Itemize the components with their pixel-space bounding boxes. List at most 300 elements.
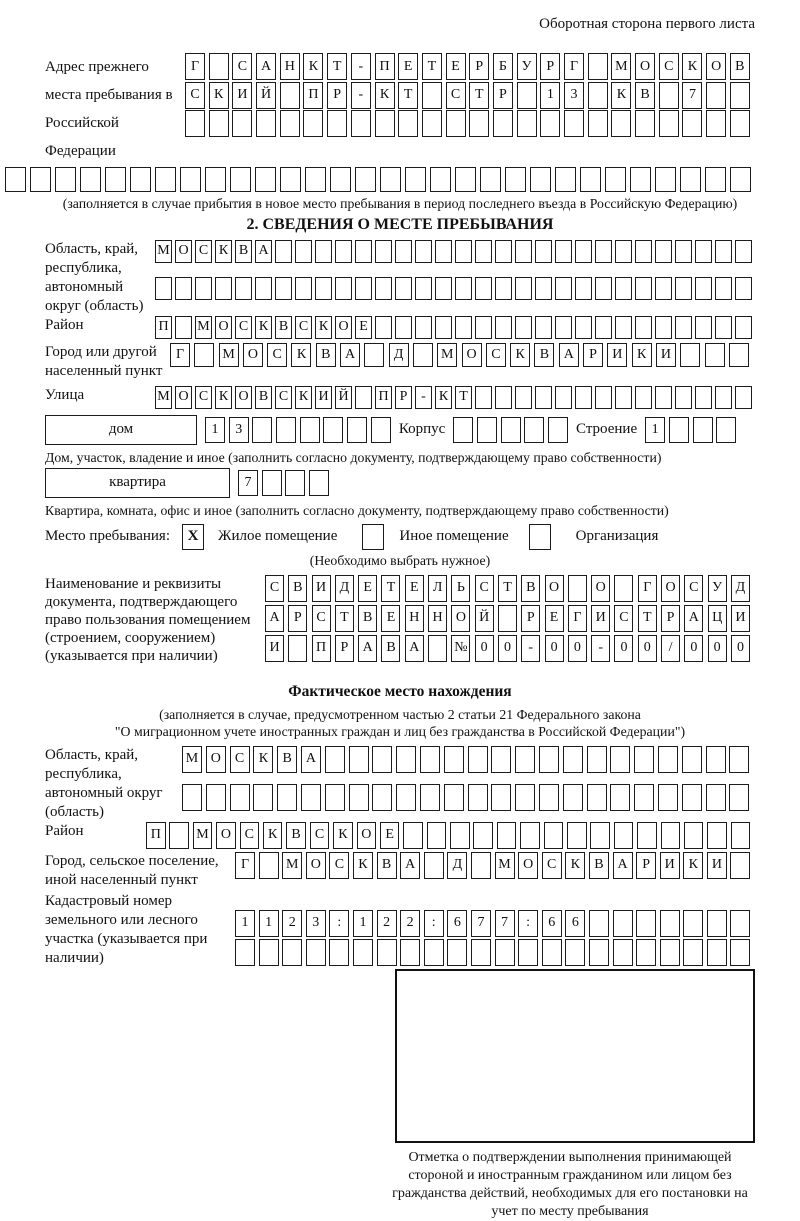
char-cell[interactable]: [396, 746, 416, 773]
char-cell[interactable]: [430, 167, 451, 192]
char-cell[interactable]: К: [333, 822, 353, 849]
char-cell[interactable]: [349, 746, 369, 773]
char-cell[interactable]: [715, 240, 732, 263]
char-cell[interactable]: С: [295, 316, 312, 339]
char-cell[interactable]: Р: [493, 82, 513, 109]
checkbox-zhiloe-pomeshchenie[interactable]: X: [182, 524, 204, 550]
char-cell[interactable]: [735, 240, 752, 263]
char-cell[interactable]: [325, 784, 345, 811]
char-cell[interactable]: А: [256, 53, 276, 80]
char-cell[interactable]: Г: [564, 53, 584, 80]
char-cell[interactable]: К: [683, 852, 703, 879]
char-cell[interactable]: [395, 316, 412, 339]
char-cell[interactable]: [230, 784, 250, 811]
char-cell[interactable]: [735, 277, 752, 300]
char-cell[interactable]: [695, 316, 712, 339]
char-cell[interactable]: М: [219, 343, 239, 367]
char-cell[interactable]: С: [275, 386, 292, 409]
char-cell[interactable]: О: [661, 575, 680, 602]
char-cell[interactable]: А: [301, 746, 321, 773]
char-cell[interactable]: О: [706, 53, 726, 80]
char-cell[interactable]: [415, 277, 432, 300]
char-cell[interactable]: [595, 386, 612, 409]
char-cell[interactable]: [209, 53, 229, 80]
char-cell[interactable]: О: [545, 575, 564, 602]
char-cell[interactable]: А: [559, 343, 579, 367]
char-cell[interactable]: У: [517, 53, 537, 80]
char-cell[interactable]: [680, 167, 701, 192]
char-cell[interactable]: О: [518, 852, 538, 879]
char-cell[interactable]: Л: [428, 575, 447, 602]
char-cell[interactable]: [175, 316, 192, 339]
char-cell[interactable]: [398, 110, 418, 137]
char-cell[interactable]: Й: [256, 82, 276, 109]
char-cell[interactable]: [206, 784, 226, 811]
char-cell[interactable]: [568, 575, 587, 602]
char-cell[interactable]: [495, 240, 512, 263]
char-cell[interactable]: [518, 939, 538, 966]
char-cell[interactable]: [658, 746, 678, 773]
char-cell[interactable]: [634, 746, 654, 773]
char-cell[interactable]: [252, 417, 272, 443]
char-cell[interactable]: Д: [389, 343, 409, 367]
char-cell[interactable]: [375, 110, 395, 137]
char-cell[interactable]: 2: [400, 910, 420, 937]
char-cell[interactable]: [262, 470, 282, 496]
char-cell[interactable]: 0: [475, 635, 494, 662]
char-cell[interactable]: [235, 939, 255, 966]
char-cell[interactable]: [683, 939, 703, 966]
char-cell[interactable]: [355, 277, 372, 300]
char-cell[interactable]: [530, 167, 551, 192]
char-cell[interactable]: [630, 167, 651, 192]
char-cell[interactable]: Б: [493, 53, 513, 80]
char-cell[interactable]: [182, 784, 202, 811]
char-cell[interactable]: С: [446, 82, 466, 109]
char-cell[interactable]: [395, 277, 412, 300]
char-cell[interactable]: [403, 822, 423, 849]
char-cell[interactable]: В: [730, 53, 750, 80]
char-cell[interactable]: [295, 240, 312, 263]
char-cell[interactable]: В: [286, 822, 306, 849]
char-cell[interactable]: [705, 343, 725, 367]
char-cell[interactable]: [707, 939, 727, 966]
char-cell[interactable]: [280, 110, 300, 137]
char-cell[interactable]: [605, 167, 626, 192]
char-cell[interactable]: [595, 240, 612, 263]
char-cell[interactable]: [424, 939, 444, 966]
char-cell[interactable]: [377, 939, 397, 966]
char-cell[interactable]: [695, 277, 712, 300]
char-cell[interactable]: [517, 110, 537, 137]
char-cell[interactable]: К: [375, 82, 395, 109]
char-cell[interactable]: [493, 110, 513, 137]
char-cell[interactable]: 6: [447, 910, 467, 937]
char-cell[interactable]: [473, 822, 493, 849]
char-cell[interactable]: К: [682, 53, 702, 80]
char-cell[interactable]: [575, 316, 592, 339]
char-cell[interactable]: О: [243, 343, 263, 367]
char-cell[interactable]: [659, 110, 679, 137]
char-cell[interactable]: [424, 852, 444, 879]
char-cell[interactable]: [413, 343, 433, 367]
char-cell[interactable]: С: [195, 240, 212, 263]
char-cell[interactable]: [682, 746, 702, 773]
char-cell[interactable]: [327, 110, 347, 137]
char-cell[interactable]: [735, 316, 752, 339]
char-cell[interactable]: Е: [355, 316, 372, 339]
char-cell[interactable]: [468, 746, 488, 773]
char-cell[interactable]: [469, 110, 489, 137]
char-cell[interactable]: [405, 167, 426, 192]
char-cell[interactable]: [315, 277, 332, 300]
char-cell[interactable]: [155, 167, 176, 192]
char-cell[interactable]: П: [375, 386, 392, 409]
char-cell[interactable]: И: [232, 82, 252, 109]
char-cell[interactable]: [255, 167, 276, 192]
char-cell[interactable]: [259, 852, 279, 879]
char-cell[interactable]: [637, 822, 657, 849]
char-cell[interactable]: [515, 316, 532, 339]
char-cell[interactable]: [595, 277, 612, 300]
char-cell[interactable]: [446, 110, 466, 137]
char-cell[interactable]: [400, 939, 420, 966]
char-cell[interactable]: [444, 784, 464, 811]
char-cell[interactable]: [372, 784, 392, 811]
char-cell[interactable]: 0: [684, 635, 703, 662]
char-cell[interactable]: [351, 110, 371, 137]
char-cell[interactable]: [731, 822, 751, 849]
char-cell[interactable]: [655, 386, 672, 409]
char-cell[interactable]: М: [195, 316, 212, 339]
char-cell[interactable]: [253, 784, 273, 811]
char-cell[interactable]: [555, 386, 572, 409]
char-cell[interactable]: [309, 470, 329, 496]
char-cell[interactable]: М: [437, 343, 457, 367]
char-cell[interactable]: С: [684, 575, 703, 602]
char-cell[interactable]: [555, 277, 572, 300]
char-cell[interactable]: В: [288, 575, 307, 602]
char-cell[interactable]: С: [310, 822, 330, 849]
char-cell[interactable]: [589, 939, 609, 966]
char-cell[interactable]: [705, 167, 726, 192]
char-cell[interactable]: [693, 417, 713, 443]
char-cell[interactable]: [185, 110, 205, 137]
char-cell[interactable]: Т: [455, 386, 472, 409]
char-cell[interactable]: [595, 316, 612, 339]
char-cell[interactable]: [275, 240, 292, 263]
char-cell[interactable]: [364, 343, 384, 367]
char-cell[interactable]: Т: [327, 53, 347, 80]
char-cell[interactable]: Й: [475, 605, 494, 632]
char-cell[interactable]: А: [684, 605, 703, 632]
char-cell[interactable]: [335, 277, 352, 300]
char-cell[interactable]: [683, 910, 703, 937]
char-cell[interactable]: [575, 386, 592, 409]
char-cell[interactable]: 6: [542, 910, 562, 937]
char-cell[interactable]: [55, 167, 76, 192]
char-cell[interactable]: О: [306, 852, 326, 879]
char-cell[interactable]: [230, 167, 251, 192]
char-cell[interactable]: [329, 939, 349, 966]
char-cell[interactable]: И: [656, 343, 676, 367]
char-cell[interactable]: [491, 746, 511, 773]
char-cell[interactable]: [675, 277, 692, 300]
char-cell[interactable]: [580, 167, 601, 192]
char-cell[interactable]: А: [358, 635, 377, 662]
char-cell[interactable]: 0: [708, 635, 727, 662]
char-cell[interactable]: [347, 417, 367, 443]
char-cell[interactable]: [660, 939, 680, 966]
char-cell[interactable]: [395, 240, 412, 263]
char-cell[interactable]: В: [589, 852, 609, 879]
char-cell[interactable]: И: [660, 852, 680, 879]
char-cell[interactable]: Р: [395, 386, 412, 409]
char-cell[interactable]: И: [607, 343, 627, 367]
char-cell[interactable]: [422, 110, 442, 137]
char-cell[interactable]: И: [591, 605, 610, 632]
char-cell[interactable]: Е: [398, 53, 418, 80]
char-cell[interactable]: Е: [381, 605, 400, 632]
char-cell[interactable]: [355, 386, 372, 409]
char-cell[interactable]: [588, 82, 608, 109]
char-cell[interactable]: [303, 110, 323, 137]
char-cell[interactable]: [730, 852, 750, 879]
kvartira-box[interactable]: [45, 468, 230, 498]
char-cell[interactable]: М: [155, 386, 172, 409]
char-cell[interactable]: [475, 240, 492, 263]
char-cell[interactable]: [615, 277, 632, 300]
char-cell[interactable]: [635, 110, 655, 137]
char-cell[interactable]: [563, 784, 583, 811]
char-cell[interactable]: А: [255, 240, 272, 263]
char-cell[interactable]: [635, 386, 652, 409]
char-cell[interactable]: [256, 110, 276, 137]
char-cell[interactable]: [355, 240, 372, 263]
char-cell[interactable]: [565, 939, 585, 966]
char-cell[interactable]: П: [375, 53, 395, 80]
char-cell[interactable]: А: [400, 852, 420, 879]
char-cell[interactable]: Р: [661, 605, 680, 632]
char-cell[interactable]: [275, 277, 292, 300]
char-cell[interactable]: [587, 746, 607, 773]
char-cell[interactable]: А: [340, 343, 360, 367]
char-cell[interactable]: Н: [428, 605, 447, 632]
char-cell[interactable]: 1: [235, 910, 255, 937]
char-cell[interactable]: №: [451, 635, 470, 662]
char-cell[interactable]: [180, 167, 201, 192]
char-cell[interactable]: [524, 417, 544, 443]
char-cell[interactable]: П: [303, 82, 323, 109]
char-cell[interactable]: В: [534, 343, 554, 367]
char-cell[interactable]: [715, 277, 732, 300]
char-cell[interactable]: [658, 784, 678, 811]
char-cell[interactable]: В: [235, 240, 252, 263]
char-cell[interactable]: Й: [335, 386, 352, 409]
char-cell[interactable]: А: [613, 852, 633, 879]
char-cell[interactable]: [590, 822, 610, 849]
char-cell[interactable]: О: [175, 240, 192, 263]
char-cell[interactable]: [535, 240, 552, 263]
char-cell[interactable]: [301, 784, 321, 811]
char-cell[interactable]: [276, 417, 296, 443]
char-cell[interactable]: С: [486, 343, 506, 367]
char-cell[interactable]: [325, 746, 345, 773]
char-cell[interactable]: [695, 386, 712, 409]
char-cell[interactable]: [372, 746, 392, 773]
char-cell[interactable]: [280, 82, 300, 109]
char-cell[interactable]: :: [424, 910, 444, 937]
char-cell[interactable]: Ь: [451, 575, 470, 602]
char-cell[interactable]: [471, 852, 491, 879]
char-cell[interactable]: [589, 910, 609, 937]
char-cell[interactable]: [455, 240, 472, 263]
char-cell[interactable]: К: [353, 852, 373, 879]
char-cell[interactable]: [447, 939, 467, 966]
char-cell[interactable]: [542, 939, 562, 966]
char-cell[interactable]: С: [659, 53, 679, 80]
char-cell[interactable]: [615, 316, 632, 339]
char-cell[interactable]: 2: [282, 910, 302, 937]
char-cell[interactable]: П: [155, 316, 172, 339]
char-cell[interactable]: :: [329, 910, 349, 937]
char-cell[interactable]: Р: [583, 343, 603, 367]
char-cell[interactable]: 1: [540, 82, 560, 109]
char-cell[interactable]: Е: [358, 575, 377, 602]
char-cell[interactable]: [660, 910, 680, 937]
char-cell[interactable]: А: [405, 635, 424, 662]
char-cell[interactable]: [255, 277, 272, 300]
char-cell[interactable]: Р: [521, 605, 540, 632]
char-cell[interactable]: Г: [170, 343, 190, 367]
char-cell[interactable]: К: [215, 240, 232, 263]
char-cell[interactable]: Д: [447, 852, 467, 879]
char-cell[interactable]: :: [518, 910, 538, 937]
char-cell[interactable]: О: [235, 386, 252, 409]
char-cell[interactable]: В: [521, 575, 540, 602]
char-cell[interactable]: Р: [327, 82, 347, 109]
char-cell[interactable]: А: [265, 605, 284, 632]
char-cell[interactable]: [636, 939, 656, 966]
char-cell[interactable]: К: [303, 53, 323, 80]
char-cell[interactable]: О: [206, 746, 226, 773]
char-cell[interactable]: Т: [398, 82, 418, 109]
char-cell[interactable]: [420, 784, 440, 811]
char-cell[interactable]: К: [291, 343, 311, 367]
char-cell[interactable]: [295, 277, 312, 300]
char-cell[interactable]: [375, 316, 392, 339]
char-cell[interactable]: [517, 82, 537, 109]
char-cell[interactable]: В: [377, 852, 397, 879]
char-cell[interactable]: [130, 167, 151, 192]
char-cell[interactable]: С: [312, 605, 331, 632]
char-cell[interactable]: [575, 240, 592, 263]
char-cell[interactable]: [535, 386, 552, 409]
char-cell[interactable]: [30, 167, 51, 192]
char-cell[interactable]: [396, 784, 416, 811]
char-cell[interactable]: Р: [636, 852, 656, 879]
char-cell[interactable]: [349, 784, 369, 811]
char-cell[interactable]: [613, 910, 633, 937]
char-cell[interactable]: [380, 167, 401, 192]
char-cell[interactable]: К: [611, 82, 631, 109]
char-cell[interactable]: [491, 784, 511, 811]
char-cell[interactable]: [515, 746, 535, 773]
char-cell[interactable]: [684, 822, 704, 849]
char-cell[interactable]: [455, 167, 476, 192]
char-cell[interactable]: 2: [377, 910, 397, 937]
char-cell[interactable]: [515, 784, 535, 811]
char-cell[interactable]: [235, 277, 252, 300]
char-cell[interactable]: [232, 110, 252, 137]
char-cell[interactable]: С: [232, 53, 252, 80]
char-cell[interactable]: 0: [638, 635, 657, 662]
char-cell[interactable]: [588, 53, 608, 80]
char-cell[interactable]: [475, 316, 492, 339]
char-cell[interactable]: [555, 240, 572, 263]
char-cell[interactable]: [306, 939, 326, 966]
char-cell[interactable]: Е: [545, 605, 564, 632]
char-cell[interactable]: Т: [335, 605, 354, 632]
char-cell[interactable]: [615, 240, 632, 263]
char-cell[interactable]: [505, 167, 526, 192]
checkbox-inoe-pomeshchenie[interactable]: [362, 524, 384, 550]
char-cell[interactable]: [655, 277, 672, 300]
char-cell[interactable]: К: [255, 316, 272, 339]
char-cell[interactable]: [588, 110, 608, 137]
char-cell[interactable]: [435, 240, 452, 263]
char-cell[interactable]: 7: [495, 910, 515, 937]
char-cell[interactable]: [563, 746, 583, 773]
char-cell[interactable]: [259, 939, 279, 966]
char-cell[interactable]: [282, 939, 302, 966]
char-cell[interactable]: С: [235, 316, 252, 339]
char-cell[interactable]: [285, 470, 305, 496]
char-cell[interactable]: 7: [682, 82, 702, 109]
char-cell[interactable]: -: [351, 53, 371, 80]
char-cell[interactable]: [587, 784, 607, 811]
char-cell[interactable]: [610, 746, 630, 773]
char-cell[interactable]: [735, 386, 752, 409]
char-cell[interactable]: [706, 110, 726, 137]
char-cell[interactable]: К: [435, 386, 452, 409]
char-cell[interactable]: [555, 167, 576, 192]
char-cell[interactable]: [455, 316, 472, 339]
char-cell[interactable]: [330, 167, 351, 192]
char-cell[interactable]: Т: [381, 575, 400, 602]
char-cell[interactable]: В: [635, 82, 655, 109]
char-cell[interactable]: [480, 167, 501, 192]
char-cell[interactable]: [427, 822, 447, 849]
char-cell[interactable]: -: [521, 635, 540, 662]
char-cell[interactable]: Р: [540, 53, 560, 80]
char-cell[interactable]: К: [263, 822, 283, 849]
char-cell[interactable]: [715, 316, 732, 339]
char-cell[interactable]: [655, 316, 672, 339]
char-cell[interactable]: К: [209, 82, 229, 109]
char-cell[interactable]: [675, 316, 692, 339]
char-cell[interactable]: [614, 575, 633, 602]
char-cell[interactable]: К: [253, 746, 273, 773]
char-cell[interactable]: [567, 822, 587, 849]
char-cell[interactable]: [371, 417, 391, 443]
char-cell[interactable]: [730, 910, 750, 937]
char-cell[interactable]: [435, 277, 452, 300]
char-cell[interactable]: Е: [405, 575, 424, 602]
char-cell[interactable]: /: [661, 635, 680, 662]
char-cell[interactable]: [675, 240, 692, 263]
char-cell[interactable]: К: [632, 343, 652, 367]
